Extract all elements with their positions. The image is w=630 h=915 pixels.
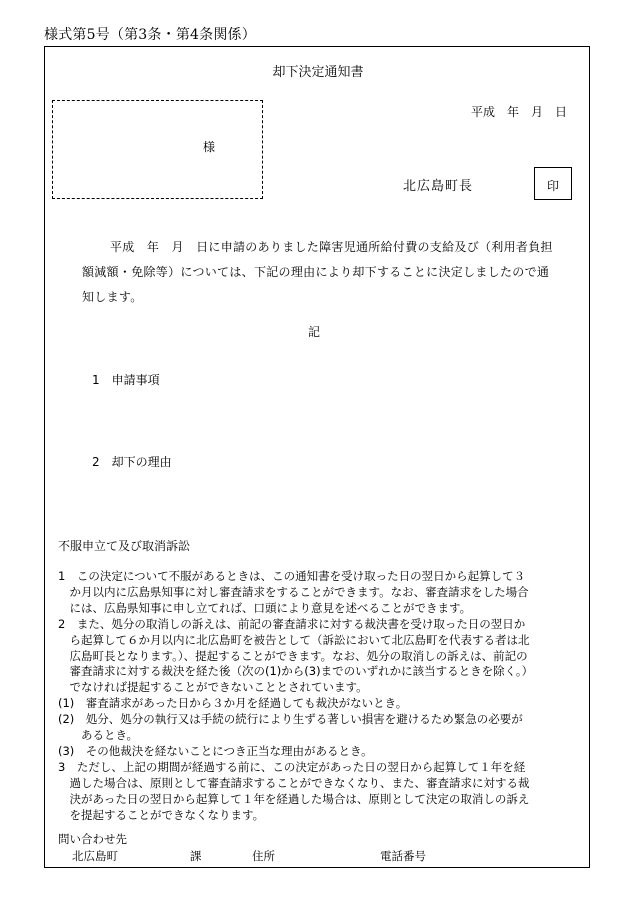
notice-line: あるとき。 bbox=[58, 728, 139, 743]
notice-line: 広島町長となります。）、提起することができます。なお、処分の取消しの訴えは、前記の bbox=[58, 648, 528, 663]
form-number-label: 様式第5号（第3条・第4条関係） bbox=[44, 27, 256, 43]
notice-line: ら起算して６か月以内に北広島町を被告として（訴訟において北広島町を代表する者は北 bbox=[58, 632, 530, 647]
seal-label: 印 bbox=[546, 179, 559, 193]
ki-heading: 記 bbox=[308, 325, 321, 339]
appeal-heading: 不服申立て及び取消訴訟 bbox=[58, 539, 191, 553]
notice-line: (1) 審査請求があった日から３か月を経過しても裁決がないとき。 bbox=[58, 696, 408, 711]
item-rejection-reason: 2 却下の理由 bbox=[92, 455, 172, 469]
notice-line: 過した場合は、原則として審査請求することができなくなり、また、審査請求に対する裁 bbox=[58, 775, 530, 790]
contact-phone: 電話番号 bbox=[380, 849, 426, 863]
addressee-suffix: 様 bbox=[203, 140, 216, 154]
intro-line: 平成 年 月 日に申請のありました障害児通所給付費の支給及び（利用者負担 bbox=[110, 240, 553, 254]
notice-line: には、広島県知事に申し立てれば、口頭により意見を述べることができます。 bbox=[58, 600, 472, 615]
issue-date: 平成 年 月 日 bbox=[471, 105, 568, 119]
contact-address: 住所 bbox=[252, 849, 275, 863]
appeal-notice bbox=[58, 569, 588, 824]
issuer-name: 北広島町長 bbox=[403, 179, 474, 194]
notice-line: (2) 処分、処分の執行又は手続の続行により生ずる著しい損害を避けるため緊急の必要が bbox=[58, 712, 523, 727]
intro-line: 額減額・免除等）については、下記の理由により却下することに決定しましたので通 bbox=[82, 265, 550, 279]
intro-paragraph bbox=[82, 235, 582, 310]
notice-line: 3 ただし、上記の期間が経過する前に、この決定があった日の翌日から起算して１年を経 bbox=[58, 759, 526, 774]
seal-box bbox=[534, 167, 572, 200]
contact-heading: 問い合わせ先 bbox=[58, 832, 127, 846]
notice-line: 決があった日の翌日から起算して１年を経過した場合は、原則として決定の取消しの訴え bbox=[58, 791, 530, 806]
contact-section: 課 bbox=[190, 849, 202, 863]
item-application-matter: 1 申請事項 bbox=[92, 373, 160, 387]
notice-line: でなければ提起することができないこととされています。 bbox=[58, 680, 368, 695]
notice-line: (3) その他裁決を経ないことにつき正当な理由があるとき。 bbox=[58, 743, 373, 758]
notice-document bbox=[44, 46, 590, 868]
notice-line: 審査請求に対する裁決を経た後（次の(1)から(3)までのいずれかに該当するときを除く。） bbox=[58, 664, 534, 679]
notice-line: か月以内に広島県知事に対し審査請求をすることができます。なお、審査請求をした場合 bbox=[58, 584, 529, 599]
notice-line: 2 また、処分の取消しの訴えは、前記の審査請求に対する裁決書を受け取った日の翌日か bbox=[58, 616, 526, 631]
intro-line: 知します。 bbox=[82, 290, 143, 304]
document-title: 却下決定通知書 bbox=[272, 65, 364, 80]
contact-town: 北広島町 bbox=[72, 849, 118, 863]
addressee-box bbox=[52, 100, 263, 199]
notice-line: 1 この決定について不服があるときは、この通知書を受け取った日の翌日から起算して３ bbox=[58, 569, 526, 583]
notice-line: を提起することができなくなります。 bbox=[58, 807, 265, 822]
